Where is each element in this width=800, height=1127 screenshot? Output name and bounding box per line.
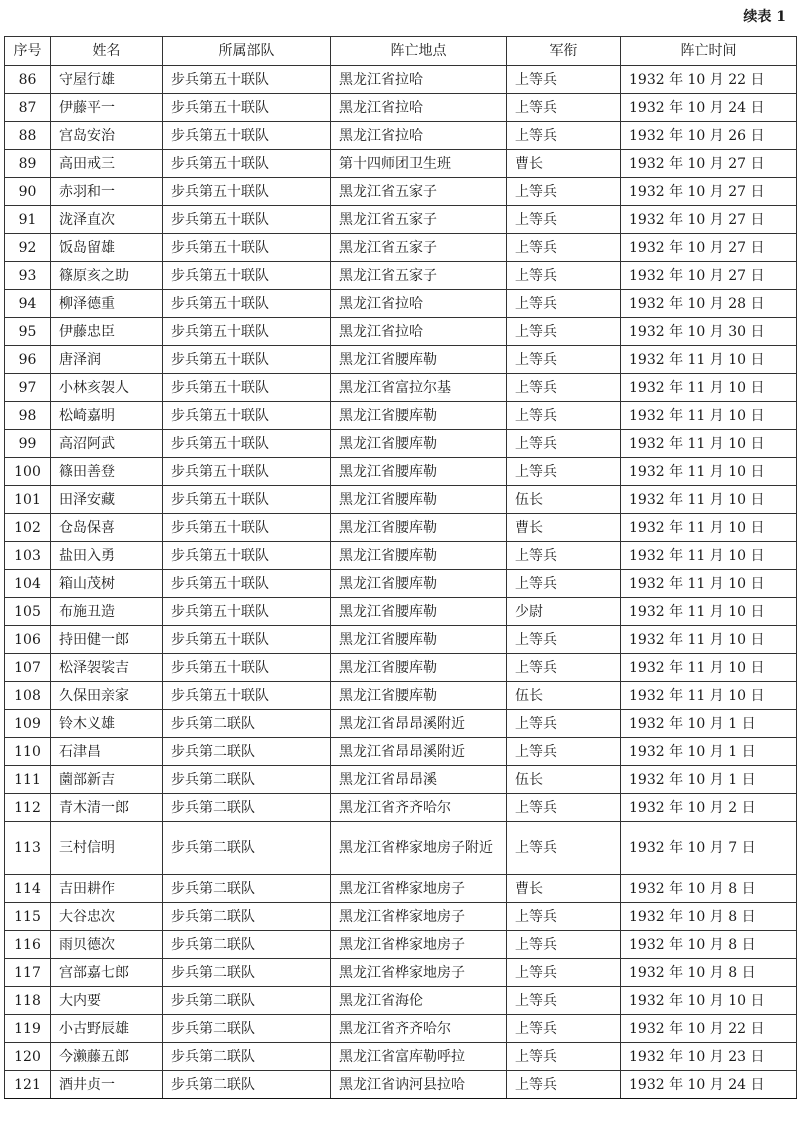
table-row: [5, 234, 797, 262]
cell-seq: 89: [5, 150, 51, 178]
cell-rank: 曹长: [507, 514, 621, 542]
cell-name: 青木清一郎: [51, 794, 163, 822]
cell-place: 黑龙江省五家子: [331, 206, 507, 234]
table-row: [5, 987, 797, 1015]
table-row: [5, 710, 797, 738]
table-row: [5, 903, 797, 931]
cell-seq: 115: [5, 903, 51, 931]
cell-place: 黑龙江省海伦: [331, 987, 507, 1015]
cell-unit: 步兵第二联队: [163, 794, 331, 822]
table-row: [5, 1043, 797, 1071]
cell-date: 1932 年 10 月 2 日: [621, 794, 797, 822]
cell-unit: 步兵第五十联队: [163, 570, 331, 598]
cell-rank: 上等兵: [507, 1043, 621, 1071]
cell-name: 松崎嘉明: [51, 402, 163, 430]
cell-rank: 上等兵: [507, 903, 621, 931]
cell-date: 1932 年 10 月 27 日: [621, 178, 797, 206]
cell-place: 黑龙江省桦家地房子: [331, 931, 507, 959]
cell-seq: 88: [5, 122, 51, 150]
cell-unit: 步兵第二联队: [163, 1043, 331, 1071]
table-row: [5, 178, 797, 206]
cell-seq: 112: [5, 794, 51, 822]
cell-unit: 步兵第二联队: [163, 931, 331, 959]
cell-name: 篠原亥之助: [51, 262, 163, 290]
cell-date: 1932 年 10 月 27 日: [621, 234, 797, 262]
cell-unit: 步兵第二联队: [163, 959, 331, 987]
cell-rank: 上等兵: [507, 738, 621, 766]
cell-rank: 上等兵: [507, 290, 621, 318]
cell-seq: 97: [5, 374, 51, 402]
cell-name: 仓岛保喜: [51, 514, 163, 542]
cell-rank: 上等兵: [507, 710, 621, 738]
cell-name: 饭岛留雄: [51, 234, 163, 262]
cell-rank: 上等兵: [507, 374, 621, 402]
cell-place: 黑龙江省腰库勒: [331, 626, 507, 654]
cell-date: 1932 年 10 月 7 日: [621, 822, 797, 875]
cell-date: 1932 年 10 月 8 日: [621, 903, 797, 931]
cell-rank: 上等兵: [507, 542, 621, 570]
cell-date: 1932 年 11 月 10 日: [621, 374, 797, 402]
table-row: [5, 794, 797, 822]
cell-unit: 步兵第五十联队: [163, 458, 331, 486]
table-row: [5, 626, 797, 654]
cell-unit: 步兵第五十联队: [163, 598, 331, 626]
cell-seq: 108: [5, 682, 51, 710]
cell-unit: 步兵第五十联队: [163, 290, 331, 318]
cell-name: 篠田善登: [51, 458, 163, 486]
table-row: [5, 738, 797, 766]
cell-name: 宫部嘉七郎: [51, 959, 163, 987]
cell-rank: 上等兵: [507, 430, 621, 458]
cell-unit: 步兵第五十联队: [163, 486, 331, 514]
cell-rank: 上等兵: [507, 1071, 621, 1099]
cell-name: 雨贝德次: [51, 931, 163, 959]
table-row: [5, 318, 797, 346]
cell-seq: 119: [5, 1015, 51, 1043]
cell-unit: 步兵第五十联队: [163, 346, 331, 374]
cell-seq: 95: [5, 318, 51, 346]
cell-date: 1932 年 11 月 10 日: [621, 486, 797, 514]
cell-date: 1932 年 11 月 10 日: [621, 542, 797, 570]
cell-date: 1932 年 10 月 22 日: [621, 66, 797, 94]
cell-unit: 步兵第五十联队: [163, 654, 331, 682]
cell-rank: 上等兵: [507, 262, 621, 290]
table-row: [5, 654, 797, 682]
cell-name: 铃木义雄: [51, 710, 163, 738]
cell-unit: 步兵第二联队: [163, 766, 331, 794]
cell-rank: 上等兵: [507, 458, 621, 486]
cell-unit: 步兵第五十联队: [163, 234, 331, 262]
cell-seq: 101: [5, 486, 51, 514]
cell-place: 黑龙江省腰库勒: [331, 458, 507, 486]
cell-seq: 91: [5, 206, 51, 234]
cell-place: 黑龙江省齐齐哈尔: [331, 794, 507, 822]
cell-date: 1932 年 11 月 10 日: [621, 570, 797, 598]
cell-place: 黑龙江省腰库勒: [331, 682, 507, 710]
cell-name: 今濑藤五郎: [51, 1043, 163, 1071]
cell-name: 久保田亲家: [51, 682, 163, 710]
cell-seq: 118: [5, 987, 51, 1015]
header-seq: 序号: [5, 37, 51, 66]
cell-date: 1932 年 11 月 10 日: [621, 682, 797, 710]
cell-unit: 步兵第二联队: [163, 710, 331, 738]
cell-seq: 99: [5, 430, 51, 458]
cell-name: 高沼阿武: [51, 430, 163, 458]
cell-seq: 111: [5, 766, 51, 794]
cell-place: 黑龙江省腰库勒: [331, 430, 507, 458]
cell-place: 第十四师团卫生班: [331, 150, 507, 178]
cell-seq: 121: [5, 1071, 51, 1099]
cell-rank: 上等兵: [507, 931, 621, 959]
cell-unit: 步兵第五十联队: [163, 514, 331, 542]
cell-place: 黑龙江省五家子: [331, 178, 507, 206]
cell-name: 伊藤忠臣: [51, 318, 163, 346]
cell-unit: 步兵第五十联队: [163, 178, 331, 206]
cell-name: 持田健一郎: [51, 626, 163, 654]
cell-date: 1932 年 11 月 10 日: [621, 626, 797, 654]
cell-rank: 上等兵: [507, 822, 621, 875]
cell-unit: 步兵第五十联队: [163, 542, 331, 570]
cell-name: 盐田入勇: [51, 542, 163, 570]
cell-unit: 步兵第二联队: [163, 903, 331, 931]
cell-name: 田泽安藏: [51, 486, 163, 514]
cell-rank: 伍长: [507, 682, 621, 710]
cell-name: 唐泽润: [51, 346, 163, 374]
cell-unit: 步兵第五十联队: [163, 206, 331, 234]
table-body: [5, 66, 797, 1099]
cell-rank: 上等兵: [507, 570, 621, 598]
header-date: 阵亡时间: [621, 37, 797, 66]
cell-rank: 上等兵: [507, 654, 621, 682]
cell-name: 酒井贞一: [51, 1071, 163, 1099]
table-row: [5, 402, 797, 430]
cell-date: 1932 年 11 月 10 日: [621, 430, 797, 458]
cell-name: 宫岛安治: [51, 122, 163, 150]
cell-date: 1932 年 10 月 28 日: [621, 290, 797, 318]
cell-place: 黑龙江省昂昂溪附近: [331, 738, 507, 766]
table-row: [5, 1015, 797, 1043]
cell-seq: 107: [5, 654, 51, 682]
cell-rank: 伍长: [507, 486, 621, 514]
cell-unit: 步兵第二联队: [163, 1071, 331, 1099]
cell-date: 1932 年 10 月 1 日: [621, 710, 797, 738]
cell-unit: 步兵第五十联队: [163, 122, 331, 150]
cell-date: 1932 年 10 月 30 日: [621, 318, 797, 346]
cell-name: 大谷忠次: [51, 903, 163, 931]
header-unit: 所属部队: [163, 37, 331, 66]
cell-unit: 步兵第五十联队: [163, 150, 331, 178]
cell-rank: 上等兵: [507, 122, 621, 150]
cell-seq: 103: [5, 542, 51, 570]
cell-name: 柳泽德重: [51, 290, 163, 318]
cell-place: 黑龙江省桦家地房子附近: [331, 822, 507, 875]
cell-date: 1932 年 10 月 8 日: [621, 875, 797, 903]
cell-name: 大内要: [51, 987, 163, 1015]
cell-name: 箱山茂树: [51, 570, 163, 598]
table-row: [5, 766, 797, 794]
cell-rank: 上等兵: [507, 346, 621, 374]
cell-seq: 113: [5, 822, 51, 875]
cell-name: 松泽袈裟吉: [51, 654, 163, 682]
cell-place: 黑龙江省拉哈: [331, 318, 507, 346]
cell-rank: 上等兵: [507, 178, 621, 206]
cell-seq: 102: [5, 514, 51, 542]
cell-rank: 少尉: [507, 598, 621, 626]
cell-unit: 步兵第五十联队: [163, 682, 331, 710]
cell-seq: 109: [5, 710, 51, 738]
table-row: [5, 1071, 797, 1099]
cell-date: 1932 年 11 月 10 日: [621, 402, 797, 430]
cell-unit: 步兵第二联队: [163, 822, 331, 875]
cell-place: 黑龙江省拉哈: [331, 66, 507, 94]
table-row: [5, 542, 797, 570]
cell-date: 1932 年 10 月 23 日: [621, 1043, 797, 1071]
cell-place: 黑龙江省富拉尔基: [331, 374, 507, 402]
cell-place: 黑龙江省桦家地房子: [331, 959, 507, 987]
header-place: 阵亡地点: [331, 37, 507, 66]
cell-date: 1932 年 10 月 22 日: [621, 1015, 797, 1043]
cell-rank: 上等兵: [507, 402, 621, 430]
cell-seq: 106: [5, 626, 51, 654]
cell-place: 黑龙江省腰库勒: [331, 346, 507, 374]
cell-seq: 105: [5, 598, 51, 626]
cell-place: 黑龙江省讷河县拉哈: [331, 1071, 507, 1099]
table-row: [5, 486, 797, 514]
cell-unit: 步兵第五十联队: [163, 430, 331, 458]
cell-seq: 94: [5, 290, 51, 318]
header-name: 姓名: [51, 37, 163, 66]
cell-place: 黑龙江省桦家地房子: [331, 875, 507, 903]
cell-place: 黑龙江省腰库勒: [331, 570, 507, 598]
table-row: [5, 931, 797, 959]
table-row: [5, 959, 797, 987]
cell-date: 1932 年 11 月 10 日: [621, 346, 797, 374]
cell-seq: 120: [5, 1043, 51, 1071]
cell-place: 黑龙江省五家子: [331, 234, 507, 262]
table-header-row: [5, 37, 797, 66]
cell-date: 1932 年 10 月 27 日: [621, 262, 797, 290]
cell-seq: 98: [5, 402, 51, 430]
table-row: [5, 66, 797, 94]
cell-unit: 步兵第二联队: [163, 875, 331, 903]
cell-unit: 步兵第五十联队: [163, 94, 331, 122]
cell-rank: 上等兵: [507, 66, 621, 94]
cell-date: 1932 年 10 月 27 日: [621, 206, 797, 234]
table-row: [5, 346, 797, 374]
cell-date: 1932 年 11 月 10 日: [621, 598, 797, 626]
cell-place: 黑龙江省腰库勒: [331, 402, 507, 430]
cell-rank: 上等兵: [507, 626, 621, 654]
cell-name: 赤羽和一: [51, 178, 163, 206]
cell-rank: 上等兵: [507, 234, 621, 262]
cell-name: 小古野辰雄: [51, 1015, 163, 1043]
header-rank: 军衔: [507, 37, 621, 66]
table-row: [5, 458, 797, 486]
cell-date: 1932 年 10 月 1 日: [621, 738, 797, 766]
cell-date: 1932 年 10 月 24 日: [621, 94, 797, 122]
table-row: [5, 514, 797, 542]
cell-rank: 上等兵: [507, 987, 621, 1015]
table-row: [5, 374, 797, 402]
table-row: [5, 290, 797, 318]
cell-seq: 114: [5, 875, 51, 903]
cell-unit: 步兵第五十联队: [163, 626, 331, 654]
cell-rank: 曹长: [507, 150, 621, 178]
cell-place: 黑龙江省桦家地房子: [331, 903, 507, 931]
cell-seq: 110: [5, 738, 51, 766]
cell-unit: 步兵第五十联队: [163, 318, 331, 346]
cell-seq: 117: [5, 959, 51, 987]
cell-place: 黑龙江省腰库勒: [331, 654, 507, 682]
table-row: [5, 822, 797, 875]
cell-rank: 伍长: [507, 766, 621, 794]
cell-date: 1932 年 10 月 27 日: [621, 150, 797, 178]
casualty-table: [4, 36, 797, 1099]
cell-place: 黑龙江省腰库勒: [331, 542, 507, 570]
cell-place: 黑龙江省昂昂溪附近: [331, 710, 507, 738]
cell-place: 黑龙江省腰库勒: [331, 598, 507, 626]
cell-unit: 步兵第五十联队: [163, 402, 331, 430]
cell-rank: 上等兵: [507, 94, 621, 122]
cell-date: 1932 年 10 月 24 日: [621, 1071, 797, 1099]
cell-seq: 90: [5, 178, 51, 206]
cell-unit: 步兵第五十联队: [163, 66, 331, 94]
table-row: [5, 206, 797, 234]
cell-date: 1932 年 11 月 10 日: [621, 514, 797, 542]
cell-unit: 步兵第二联队: [163, 738, 331, 766]
cell-date: 1932 年 10 月 1 日: [621, 766, 797, 794]
cell-seq: 87: [5, 94, 51, 122]
cell-seq: 92: [5, 234, 51, 262]
cell-place: 黑龙江省富库勒呼拉: [331, 1043, 507, 1071]
cell-date: 1932 年 11 月 10 日: [621, 458, 797, 486]
cell-unit: 步兵第二联队: [163, 1015, 331, 1043]
cell-seq: 100: [5, 458, 51, 486]
table-row: [5, 122, 797, 150]
cell-place: 黑龙江省拉哈: [331, 290, 507, 318]
cell-name: 高田戒三: [51, 150, 163, 178]
cell-seq: 93: [5, 262, 51, 290]
cell-seq: 104: [5, 570, 51, 598]
cell-name: 伊藤平一: [51, 94, 163, 122]
cell-place: 黑龙江省五家子: [331, 262, 507, 290]
cell-seq: 116: [5, 931, 51, 959]
cell-unit: 步兵第五十联队: [163, 374, 331, 402]
table-continuation-caption: 续表 1: [743, 9, 786, 25]
cell-place: 黑龙江省腰库勒: [331, 514, 507, 542]
cell-rank: 上等兵: [507, 959, 621, 987]
cell-date: 1932 年 10 月 8 日: [621, 931, 797, 959]
cell-unit: 步兵第二联队: [163, 987, 331, 1015]
cell-date: 1932 年 10 月 8 日: [621, 959, 797, 987]
cell-rank: 曹长: [507, 875, 621, 903]
cell-place: 黑龙江省拉哈: [331, 122, 507, 150]
cell-place: 黑龙江省腰库勒: [331, 486, 507, 514]
table-row: [5, 262, 797, 290]
cell-name: 薗部新吉: [51, 766, 163, 794]
cell-rank: 上等兵: [507, 318, 621, 346]
cell-name: 三村信明: [51, 822, 163, 875]
cell-seq: 96: [5, 346, 51, 374]
table-row: [5, 430, 797, 458]
cell-date: 1932 年 11 月 10 日: [621, 654, 797, 682]
cell-date: 1932 年 10 月 10 日: [621, 987, 797, 1015]
cell-rank: 上等兵: [507, 794, 621, 822]
cell-name: 小林亥袈人: [51, 374, 163, 402]
cell-name: 吉田耕作: [51, 875, 163, 903]
table-row: [5, 875, 797, 903]
cell-name: 守屋行雄: [51, 66, 163, 94]
cell-name: 石津昌: [51, 738, 163, 766]
cell-name: 泷泽直次: [51, 206, 163, 234]
cell-place: 黑龙江省昂昂溪: [331, 766, 507, 794]
table-row: [5, 598, 797, 626]
table-row: [5, 94, 797, 122]
cell-rank: 上等兵: [507, 1015, 621, 1043]
cell-name: 布施丑造: [51, 598, 163, 626]
cell-date: 1932 年 10 月 26 日: [621, 122, 797, 150]
cell-place: 黑龙江省齐齐哈尔: [331, 1015, 507, 1043]
cell-unit: 步兵第五十联队: [163, 262, 331, 290]
cell-seq: 86: [5, 66, 51, 94]
table-row: [5, 570, 797, 598]
cell-rank: 上等兵: [507, 206, 621, 234]
table-row: [5, 682, 797, 710]
cell-place: 黑龙江省拉哈: [331, 94, 507, 122]
table-row: [5, 150, 797, 178]
